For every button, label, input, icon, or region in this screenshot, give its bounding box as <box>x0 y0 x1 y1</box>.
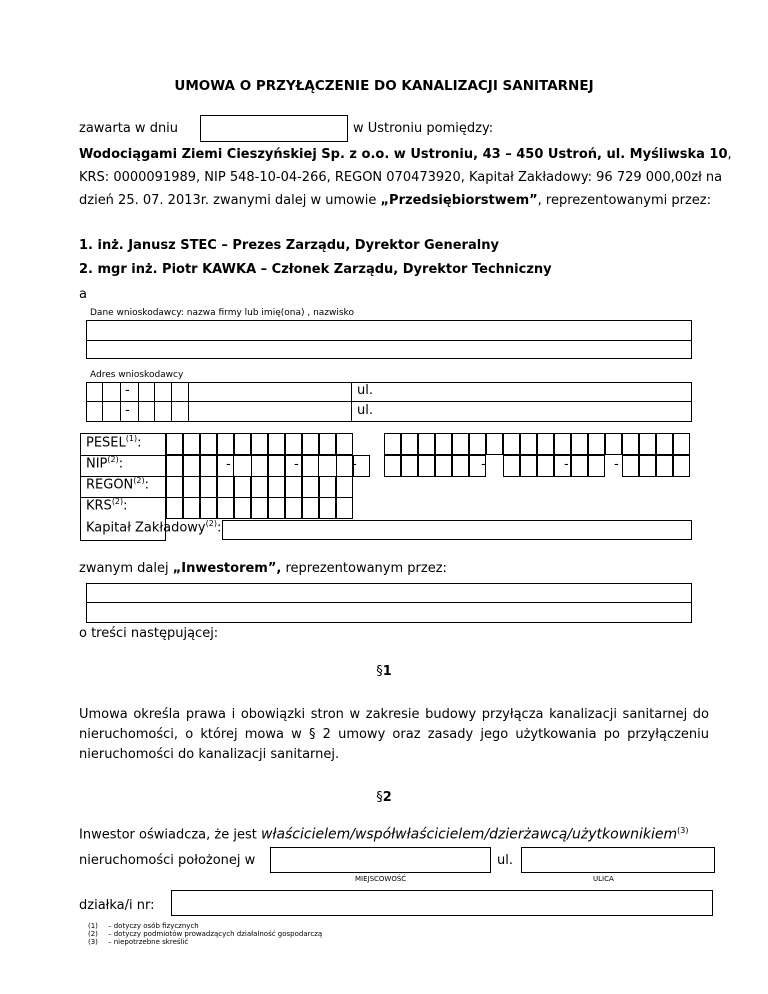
applicant-name-label: Dane wnioskodawcy: nazwa firmy lub imię(ona) , nazwisko <box>90 308 354 318</box>
pesel-digit-cell[interactable] <box>336 433 353 455</box>
nip-digit-cell[interactable] <box>656 455 673 477</box>
pesel-digit-cell[interactable] <box>285 433 302 455</box>
nip-digit-cell[interactable] <box>435 455 452 477</box>
nip-dash: - <box>614 457 619 472</box>
nip-dash: - <box>226 457 231 472</box>
pesel-digit-cell[interactable] <box>302 433 319 455</box>
pesel-digit-cell[interactable] <box>656 433 673 455</box>
conjunction-a: a <box>79 287 87 302</box>
krs-digit-cell[interactable] <box>251 497 268 519</box>
section-1-line-1: Umowa określa prawa i obowiązki stron w zakresie budowy przyłącza kanalizacji sanitarnej do <box>79 707 709 722</box>
pesel-digit-cell[interactable] <box>605 433 622 455</box>
content-intro: o treści następującej: <box>79 626 219 641</box>
postal-dash-1: - <box>125 383 130 398</box>
regon-digit-cell[interactable] <box>217 476 234 498</box>
pesel-digit-cell[interactable] <box>537 433 554 455</box>
regon-digit-cell[interactable] <box>166 476 183 498</box>
nip-digit-cell[interactable] <box>503 455 520 477</box>
investor-rep-row-2[interactable] <box>86 602 692 623</box>
document-title: UMOWA O PRZYŁĄCZENIE DO KANALIZACJI SANITARNEJ <box>174 78 594 94</box>
contract-date-field[interactable] <box>200 115 348 142</box>
krs-digit-cell[interactable] <box>336 497 353 519</box>
nip-digit-cell[interactable] <box>302 455 319 477</box>
nip-digit-cell[interactable] <box>520 455 537 477</box>
postal-dash-2: - <box>125 403 130 418</box>
pesel-digit-cell[interactable] <box>166 433 183 455</box>
pesel-digit-cell[interactable] <box>673 433 690 455</box>
address-grid <box>86 382 692 422</box>
pesel-digit-cell[interactable] <box>588 433 605 455</box>
pesel-digit-cell[interactable] <box>200 433 217 455</box>
investor-declaration: Inwestor oświadcza, że jest właścicielem/współwłaścicielem/dzierżawcą/użytkownikiem$^{(3)}$ <box>79 826 689 843</box>
pesel-digit-cell[interactable] <box>622 433 639 455</box>
regon-digit-cell[interactable] <box>302 476 319 498</box>
pesel-digit-cell[interactable] <box>639 433 656 455</box>
krs-digit-cell[interactable] <box>183 497 200 519</box>
nip-digit-cell[interactable] <box>183 455 200 477</box>
regon-digit-cell[interactable] <box>183 476 200 498</box>
ustron-label: w Ustroniu pomiędzy: <box>353 121 494 136</box>
regon-digit-cell[interactable] <box>200 476 217 498</box>
footnote-2: (2) – dotyczy podmiotów prowadzących działalność gospodarczą <box>88 930 323 938</box>
pesel-digit-cell[interactable] <box>319 433 336 455</box>
pesel-digit-cell[interactable] <box>520 433 537 455</box>
krs-digit-cell[interactable] <box>285 497 302 519</box>
krs-digit-cell[interactable] <box>166 497 183 519</box>
street-label-1: ul. <box>357 383 373 398</box>
pesel-digit-cell[interactable] <box>384 433 401 455</box>
krs-digit-cell[interactable] <box>200 497 217 519</box>
street-caption: ULICA <box>593 875 614 883</box>
nip-digit-cell[interactable] <box>166 455 183 477</box>
pesel-digit-cell[interactable] <box>234 433 251 455</box>
nip-digit-cell[interactable] <box>639 455 656 477</box>
property-street-label: ul. <box>497 853 513 868</box>
section-1-line-3: nieruchomości do kanalizacji sanitarnej. <box>79 747 340 762</box>
pesel-digit-cell[interactable] <box>251 433 268 455</box>
representative-1: 1. inż. Janusz STEC – Prezes Zarządu, Dyrektor Generalny <box>79 238 499 253</box>
company-date-line: dzień 25. 07. 2013r. zwanymi dalej w umowie „Przedsiębiorstwem”, reprezentowanymi przez: <box>79 193 711 208</box>
id-label-frame <box>80 433 166 541</box>
nip-digit-cell[interactable] <box>268 455 285 477</box>
company-line: Wodociągami Ziemi Cieszyńskiej Sp. z o.o. w Ustroniu, 43 – 450 Ustroń, ul. Myśliwska 10, <box>79 147 732 162</box>
pesel-digit-cell[interactable] <box>571 433 588 455</box>
nip-digit-cell[interactable] <box>673 455 690 477</box>
plot-number-field[interactable] <box>171 890 713 916</box>
pesel-digit-cell[interactable] <box>554 433 571 455</box>
footnote-1: (1) – dotyczy osób fizycznych <box>88 922 199 930</box>
regon-digit-cell[interactable] <box>234 476 251 498</box>
pesel-digit-cell[interactable] <box>268 433 285 455</box>
section-2-heading: §2 <box>376 790 392 805</box>
representative-2: 2. mgr inż. Piotr KAWKA – Członek Zarządu, Dyrektor Techniczny <box>79 262 552 277</box>
section-1-heading: §1 <box>376 664 392 679</box>
regon-digit-cell[interactable] <box>319 476 336 498</box>
nip-digit-cell[interactable] <box>200 455 217 477</box>
pesel-digit-cell[interactable] <box>401 433 418 455</box>
krs-digit-cell[interactable] <box>268 497 285 519</box>
concluded-on-label: zawarta w dniu <box>79 121 179 136</box>
nip-dash: - <box>564 457 569 472</box>
pesel-digit-cell[interactable] <box>183 433 200 455</box>
property-city-field[interactable] <box>270 847 491 873</box>
nip-digit-cell[interactable] <box>571 455 588 477</box>
section-1-line-2: nieruchomości, o której mowa w § 2 umowy oraz zasady jego użytkowania po przyłączeniu <box>79 727 709 742</box>
investor-line: zwanym dalej „Inwestorem”, reprezentowanym przez: <box>79 561 447 576</box>
city-caption: MIEJSCOWOŚĆ <box>355 875 407 883</box>
nip-digit-cell[interactable] <box>384 455 401 477</box>
nip-digit-cell[interactable] <box>588 455 605 477</box>
capital-field[interactable] <box>222 520 692 540</box>
nip-digit-cell[interactable] <box>622 455 639 477</box>
nip-digit-cell[interactable] <box>452 455 469 477</box>
krs-digit-cell[interactable] <box>217 497 234 519</box>
pesel-digit-cell[interactable] <box>435 433 452 455</box>
property-street-field[interactable] <box>521 847 715 873</box>
regon-digit-cell[interactable] <box>336 476 353 498</box>
nip-digit-cell[interactable] <box>336 455 353 477</box>
regon-label: REGON$^{(2)}$: <box>86 476 150 493</box>
street-label-2: ul. <box>357 403 373 418</box>
applicant-name-row-1[interactable] <box>86 320 692 341</box>
pesel-digit-cell[interactable] <box>486 433 503 455</box>
regon-digit-cell[interactable] <box>285 476 302 498</box>
pesel-digit-cell[interactable] <box>217 433 234 455</box>
krs-digit-cell[interactable] <box>302 497 319 519</box>
nip-dash: - <box>352 457 357 472</box>
company-registry-line: KRS: 0000091989, NIP 548-10-04-266, REGON 070473920, Kapitał Zakładowy: 96 729 000,00zł na <box>79 170 723 185</box>
applicant-name-row-2[interactable] <box>86 340 692 359</box>
plot-label: działka/i nr: <box>79 898 155 913</box>
pesel-digit-cell[interactable] <box>469 433 486 455</box>
nip-dash: - <box>481 457 486 472</box>
pesel-label: PESEL$^{(1)}$: <box>86 434 142 451</box>
regon-digit-cell[interactable] <box>251 476 268 498</box>
pesel-digit-cell[interactable] <box>503 433 520 455</box>
applicant-address-label: Adres wnioskodawcy <box>90 370 184 380</box>
footnote-3: (3) – niepotrzebne skreślić <box>88 938 189 946</box>
krs-digit-cell[interactable] <box>319 497 336 519</box>
capital-label: Kapitał Zakładowy$^{(2)}$: <box>86 519 222 536</box>
regon-digit-cell[interactable] <box>268 476 285 498</box>
nip-digit-cell[interactable] <box>251 455 268 477</box>
krs-digit-cell[interactable] <box>234 497 251 519</box>
nip-dash: - <box>294 457 299 472</box>
investor-rep-row-1[interactable] <box>86 583 692 603</box>
property-location-label: nieruchomości położonej w <box>79 853 256 868</box>
pesel-digit-cell[interactable] <box>418 433 435 455</box>
pesel-digit-cell[interactable] <box>452 433 469 455</box>
nip-digit-cell[interactable] <box>537 455 554 477</box>
nip-digit-cell[interactable] <box>401 455 418 477</box>
nip-label: NIP$^{(2)}$: <box>86 455 124 472</box>
nip-digit-cell[interactable] <box>418 455 435 477</box>
krs-label: KRS$^{(2)}$: <box>86 497 128 514</box>
